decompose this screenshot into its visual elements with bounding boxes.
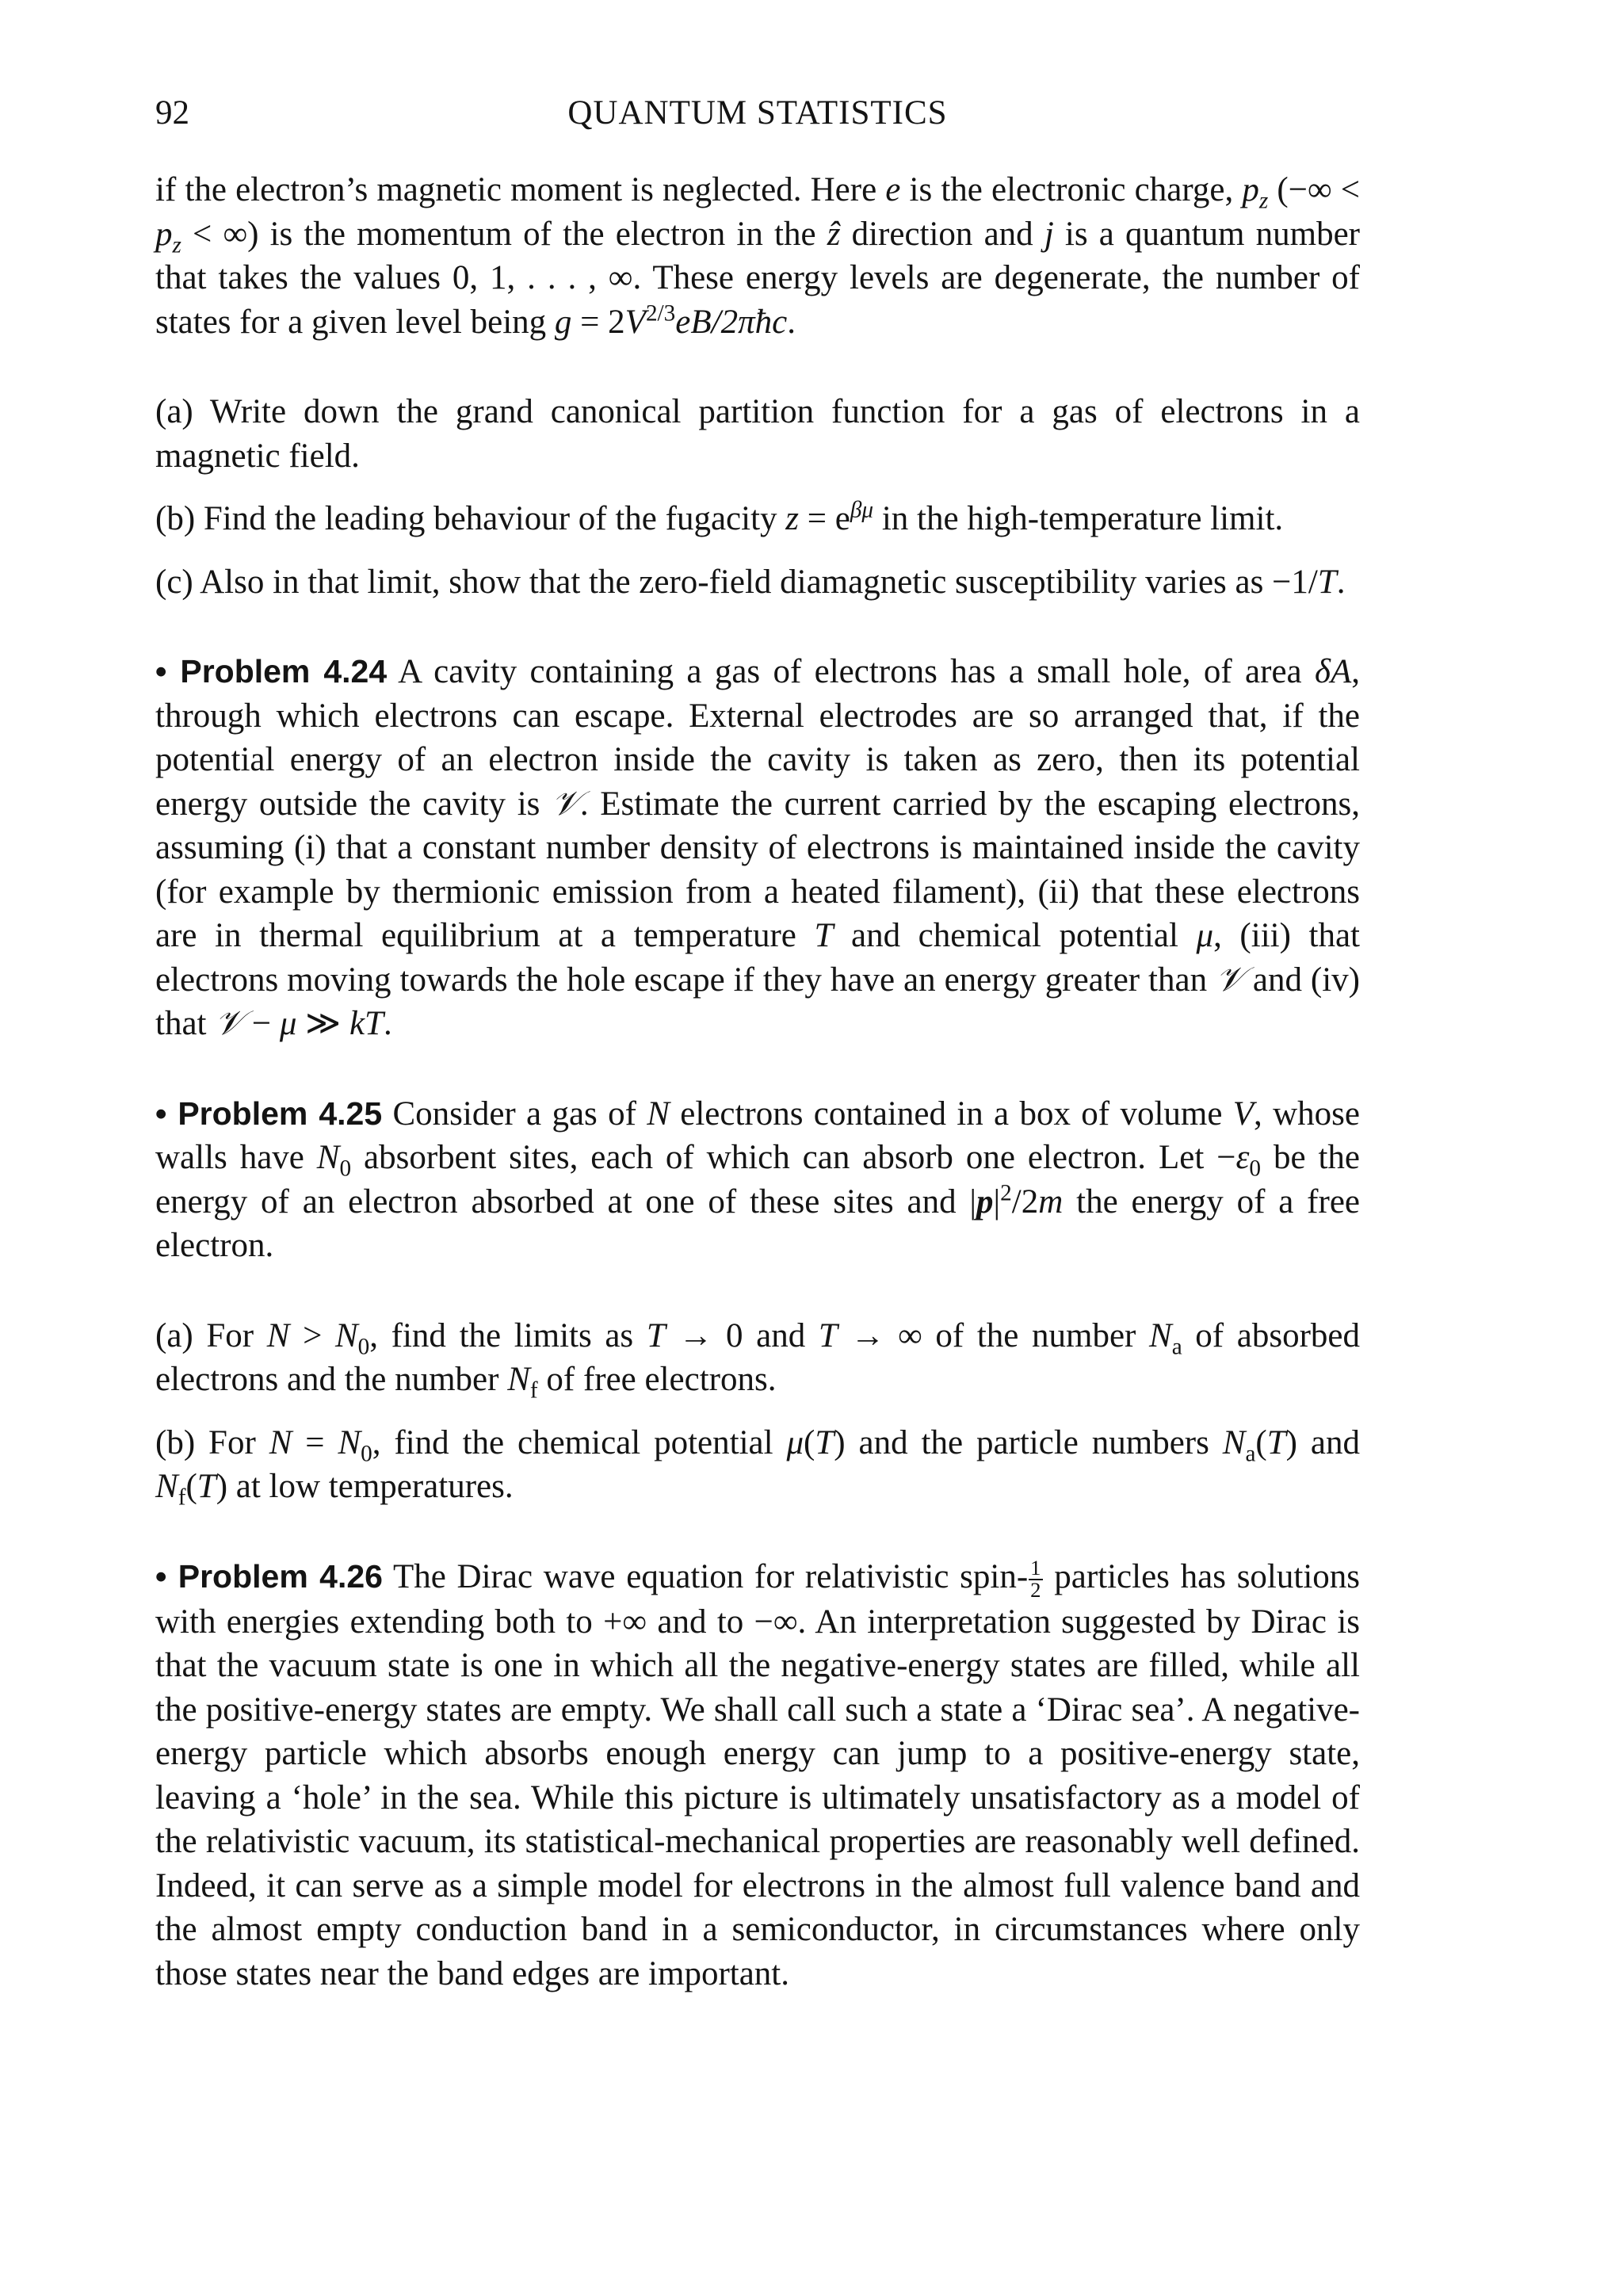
text-run: (	[185, 1468, 197, 1505]
math-symbol: j	[1044, 215, 1054, 253]
math-expression: eB/2πħc	[675, 303, 788, 341]
math-symbol: T	[814, 917, 834, 954]
text-run: Consider a gas of	[382, 1095, 647, 1133]
text-run: is the electronic charge,	[900, 171, 1243, 208]
text-run: The Dirac wave equation for relativistic spin-	[382, 1557, 1029, 1595]
problem-4-24	[155, 650, 1360, 1046]
math-subscript: 0	[361, 1441, 372, 1467]
text-run: (b) Find the leading behaviour of the fugacity	[155, 500, 786, 537]
math-subscript: 0	[357, 1334, 370, 1360]
page-body	[155, 168, 1360, 1996]
math-symbol: μ	[786, 1423, 804, 1461]
part-c-intro	[155, 560, 1360, 605]
text-run: (−∞ <	[1268, 171, 1361, 208]
math-symbol: V	[1232, 1095, 1254, 1133]
text-run: and chemical potential	[833, 917, 1197, 954]
problem-heading	[155, 1095, 382, 1132]
text-run: . Estimate the current carried by the escaping electrons, assuming (i) that a constant number density of electrons is maintained inside the cavity (for example by thermionic emission from a heated filament), (ii) that these electrons are in thermal equilibrium at a temperature	[155, 785, 1360, 954]
math-symbol: 𝒱	[552, 785, 580, 823]
math-subscript: f	[178, 1484, 186, 1511]
text-run: the energy of a free electron.	[155, 1182, 1360, 1264]
text-run: /2	[1011, 1182, 1039, 1221]
math-subscript: z	[1258, 188, 1269, 214]
math-exponent: βμ	[850, 497, 874, 523]
text-run: of free electrons.	[537, 1361, 777, 1398]
math-vector: p	[976, 1182, 994, 1221]
math-subscript: 0	[1249, 1156, 1262, 1182]
text-run: = e	[799, 500, 850, 537]
math-symbol: g	[554, 303, 572, 341]
math-symbol: V	[624, 303, 646, 341]
math-symbol: μ	[1196, 917, 1214, 954]
text-run: ≫	[296, 1005, 349, 1042]
problem-title: Problem 4.25	[178, 1095, 383, 1132]
text-run: , (iii) that electrons moving towards the hole escape if they have an energy greater than	[155, 917, 1360, 999]
text-run: ) and the particle numbers	[834, 1423, 1223, 1461]
part-b-intro	[155, 497, 1360, 541]
math-symbol: T	[1317, 563, 1337, 601]
math-symbol: N	[334, 1316, 358, 1354]
text-run: of absorbed electrons and the number	[155, 1316, 1360, 1398]
text-run: → 0 and	[665, 1316, 819, 1354]
bullet-icon: •	[155, 1557, 167, 1595]
math-symbol: μ	[279, 1005, 297, 1042]
math-subscript: 0	[339, 1156, 352, 1182]
math-symbol: N	[1149, 1316, 1172, 1354]
text-run: (b) For	[155, 1423, 269, 1461]
text-run: (a) For	[155, 1316, 267, 1354]
fraction-denominator: 2	[1030, 1577, 1041, 1602]
math-symbol: N	[647, 1095, 670, 1133]
math-symbol: m	[1038, 1182, 1064, 1221]
text-run: ) at low temperatures.	[216, 1468, 514, 1505]
text-run: in the high-temperature limit.	[873, 500, 1284, 537]
fraction-one-half	[1029, 1558, 1042, 1600]
bullet-icon: •	[155, 653, 167, 690]
problem-heading	[155, 653, 387, 690]
intro-paragraph	[155, 168, 1360, 344]
math-symbol: N	[269, 1423, 292, 1461]
math-symbol: ε	[1235, 1139, 1250, 1176]
text-run: (	[804, 1423, 815, 1461]
text-run: .	[1336, 563, 1346, 601]
math-symbol: e	[885, 171, 901, 208]
text-run: >	[289, 1316, 335, 1354]
math-symbol: 𝒱	[1216, 961, 1244, 999]
text-run: (	[1255, 1423, 1267, 1461]
text-run: −	[243, 1005, 280, 1042]
running-title: QUANTUM STATISTICS	[567, 94, 948, 132]
page-number: 92	[155, 94, 189, 132]
math-symbol: δA	[1314, 653, 1352, 690]
math-symbol: p	[155, 215, 173, 253]
math-subscript: a	[1245, 1441, 1256, 1467]
text-run: electrons contained in a box of volume	[669, 1095, 1233, 1133]
math-symbol: N	[316, 1139, 340, 1176]
math-subscript: a	[1171, 1334, 1182, 1360]
math-symbol: T	[1266, 1423, 1286, 1461]
text-run: = 2	[571, 303, 625, 341]
text-run: (a) Write down the grand canonical partition function for a gas of electrons in a magnetic field.	[155, 393, 1360, 475]
math-symbol: ẑ	[827, 215, 841, 253]
text-run: .	[383, 1005, 392, 1042]
text-run: absorbent sites, each of which can absorb one electron. Let −	[351, 1139, 1236, 1176]
math-symbol: z	[785, 500, 800, 537]
problem-4-25	[155, 1092, 1360, 1268]
math-symbol: N	[266, 1316, 290, 1354]
math-symbol: T	[197, 1468, 216, 1505]
math-symbol: kT	[349, 1005, 384, 1042]
text-run: (c) Also in that limit, show that the zero-field diamagnetic susceptibility varies as −1/	[155, 563, 1318, 601]
text-run: =	[292, 1423, 338, 1461]
math-symbol: N	[338, 1423, 361, 1461]
math-symbol: 𝒱	[215, 1005, 244, 1042]
math-subscript: f	[529, 1377, 538, 1404]
problem-title: Problem 4.24	[180, 653, 388, 690]
text-run: is a quantum number that takes the values 0, 1, . . . , ∞. These energy levels are degenerate, the number of states for a given level being	[155, 215, 1360, 341]
problem-4-26	[155, 1555, 1360, 1996]
math-symbol: N	[1222, 1423, 1246, 1461]
text-run: , through which electrons can escape. External electrodes are so arranged that, if the potential energy of an electron inside the cavity is taken as zero, then its potential energy outside the cavity is	[155, 653, 1360, 823]
math-symbol: N	[507, 1361, 530, 1398]
problem-heading	[155, 1558, 383, 1595]
part-b-4-25	[155, 1421, 1360, 1509]
text-run: , find the limits as	[369, 1316, 647, 1354]
text-run: A cavity containing a gas of electrons has a small hole, of area	[387, 653, 1315, 690]
math-symbol: N	[155, 1468, 178, 1505]
problem-title: Problem 4.26	[178, 1557, 383, 1595]
math-subscript: z	[172, 232, 181, 258]
math-symbol: T	[815, 1423, 834, 1461]
text-run: direction and	[840, 215, 1044, 253]
math-exponent: 2/3	[645, 300, 676, 327]
text-run: .	[787, 303, 796, 341]
text-run: |	[993, 1182, 1001, 1221]
math-symbol: p	[1242, 171, 1259, 208]
math-exponent: 2	[1000, 1180, 1012, 1206]
text-run: particles has solutions with energies extending both to +∞ and to −∞. An interpretation suggested by Dirac is that the vacuum state is one in which all the negative-energy states are filled, while all the positive-energy states are empty. We shall call such a state a ‘Dirac sea’. A negative-energy particle which absorbs enough energy can jump to a positive-energy state, leaving a ‘hole’ in the sea. While this picture is ultimately unsatisfactory as a model of the relativistic vacuum, its statistical-mechanical properties are reasonably well defined. Indeed, it can serve as a simple model for electrons in the almost full valence band and the almost empty conduction band in a semiconductor, in circumstances where only those states near the band edges are important.	[155, 1557, 1361, 1992]
text-run: and (iv) that	[155, 961, 1360, 1042]
part-a-4-25	[155, 1314, 1360, 1402]
page-header	[155, 94, 1360, 141]
text-run: → ∞ of the number	[837, 1316, 1149, 1354]
math-symbol: T	[646, 1316, 666, 1354]
bullet-icon: •	[155, 1095, 167, 1132]
fraction-numerator: 1	[1030, 1556, 1041, 1580]
text-run: < ∞) is the momentum of the electron in the	[181, 215, 827, 253]
text-run: , find the chemical potential	[372, 1423, 787, 1461]
text-run: ) and	[1285, 1423, 1360, 1461]
text-run: if the electron’s magnetic moment is neglected. Here	[155, 171, 886, 208]
text-run: , whose walls have	[155, 1095, 1360, 1176]
text-run: be the energy of an electron absorbed at one of these sites and |	[155, 1139, 1361, 1221]
math-symbol: T	[818, 1316, 838, 1354]
part-a-intro	[155, 390, 1360, 478]
